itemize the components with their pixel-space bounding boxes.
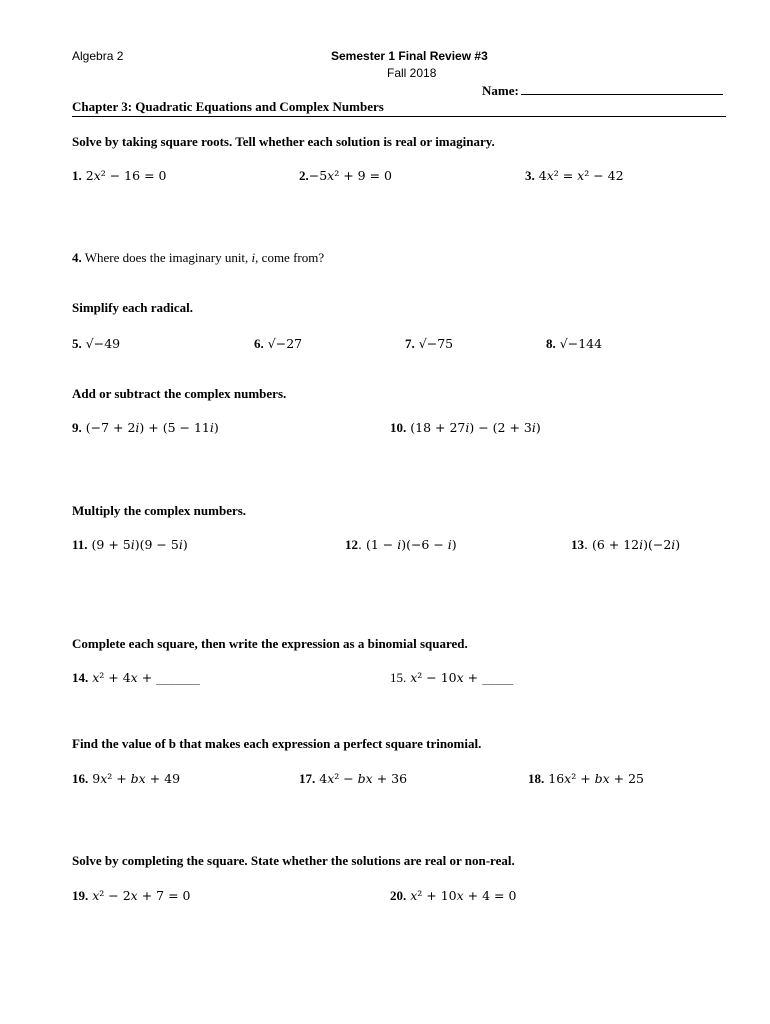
problem-11 [72, 536, 188, 554]
name-field[interactable] [482, 82, 723, 99]
name-label: Name: [482, 83, 519, 98]
problem-number: 4. [72, 250, 82, 265]
problem-text-after: , come from? [255, 250, 325, 265]
problem-expression: (18 + 27𝑖) − (2 + 3𝑖) [410, 420, 541, 435]
problem-number: 8. [546, 336, 556, 351]
problem-number: 14. [72, 670, 89, 685]
problem-15 [390, 669, 513, 687]
instruction-complete-square: Complete each square, then write the expression as a binomial squared. [72, 636, 468, 651]
problem-16 [72, 770, 180, 788]
instruction-completing-square: Solve by completing the square. State whether the solutions are real or non-real. [72, 853, 515, 868]
problem-expression: 9𝑥² + 𝑏𝑥 + 49 [92, 771, 181, 786]
problem-19 [72, 887, 190, 905]
page-title: Semester 1 Final Review #3 [331, 49, 488, 63]
problem-expression: 4𝑥² − 𝑏𝑥 + 36 [319, 771, 408, 786]
problem-expression: 2𝑥² − 16 = 0 [85, 168, 167, 183]
course-label: Algebra 2 [72, 49, 124, 63]
header-divider [72, 116, 726, 117]
problem-expression: . (1 − 𝑖)(−6 − 𝑖) [358, 537, 457, 552]
problem-number: 20. [390, 888, 407, 903]
term-label: Fall 2018 [387, 66, 437, 80]
problem-3 [525, 167, 624, 185]
problem-expression: √−49 [85, 336, 121, 351]
problem-number: 5. [72, 336, 82, 351]
problem-18 [528, 770, 644, 788]
problem-20 [390, 887, 516, 905]
problem-expression: 𝑥² − 10𝑥 + _____ [410, 670, 514, 685]
problem-expression: 𝑥² + 4𝑥 + _______ [92, 670, 200, 685]
problem-expression: √−27 [267, 336, 303, 351]
problem-number: 13 [571, 537, 584, 552]
problem-2 [299, 167, 392, 185]
problem-number: 16. [72, 771, 89, 786]
problem-expression: 𝑥² + 10𝑥 + 4 = 0 [410, 888, 517, 903]
problem-7 [405, 335, 453, 353]
problem-expression: 𝑥² − 2𝑥 + 7 = 0 [92, 888, 191, 903]
problem-number: 9. [72, 420, 82, 435]
problem-text-before: Where does the imaginary unit, [84, 250, 252, 265]
problem-12 [345, 536, 457, 554]
problem-4 [72, 250, 324, 266]
problem-13 [571, 536, 680, 554]
problem-10 [390, 419, 541, 437]
problem-5 [72, 335, 120, 353]
instruction-find-b: Find the value of b that makes each expression a perfect square trinomial. [72, 736, 482, 751]
problem-number: 11. [72, 537, 88, 552]
name-blank-line[interactable] [521, 82, 723, 95]
problem-1 [72, 167, 166, 185]
instruction-radicals: Simplify each radical. [72, 300, 193, 315]
problem-number: 3. [525, 168, 535, 183]
instruction-multiply: Multiply the complex numbers. [72, 503, 247, 518]
problem-9 [72, 419, 219, 437]
problem-expression: √−144 [559, 336, 603, 351]
problem-number: 15. [390, 670, 407, 685]
problem-number: 1. [72, 168, 82, 183]
problem-14 [72, 669, 200, 687]
problem-6 [254, 335, 302, 353]
problem-number: 10. [390, 420, 407, 435]
problem-number: 6. [254, 336, 264, 351]
problem-number: 7. [405, 336, 415, 351]
problem-expression: (9 + 5𝑖)(9 − 5𝑖) [91, 537, 188, 552]
chapter-heading: Chapter 3: Quadratic Equations and Complex Numbers [72, 99, 384, 114]
problem-number: 2. [299, 168, 309, 183]
problem-number: 17. [299, 771, 316, 786]
problem-expression: (−7 + 2𝑖) + (5 − 11𝑖) [85, 420, 219, 435]
problem-17 [299, 770, 407, 788]
problem-number: 18. [528, 771, 545, 786]
instruction-add-subtract: Add or subtract the complex numbers. [72, 386, 287, 401]
problem-8 [546, 335, 602, 353]
problem-expression: 4𝑥² = 𝑥² − 42 [538, 168, 624, 183]
problem-expression: −5𝑥² + 9 = 0 [308, 168, 392, 183]
problem-expression: √−75 [418, 336, 454, 351]
problem-expression: 16𝑥² + 𝑏𝑥 + 25 [548, 771, 645, 786]
problem-number: 12 [345, 537, 358, 552]
instruction-square-roots: Solve by taking square roots. Tell whether each solution is real or imaginary. [72, 134, 495, 149]
problem-number: 19. [72, 888, 89, 903]
problem-expression: . (6 + 12𝑖)(−2𝑖) [584, 537, 681, 552]
imaginary-unit-symbol: i [251, 250, 256, 265]
